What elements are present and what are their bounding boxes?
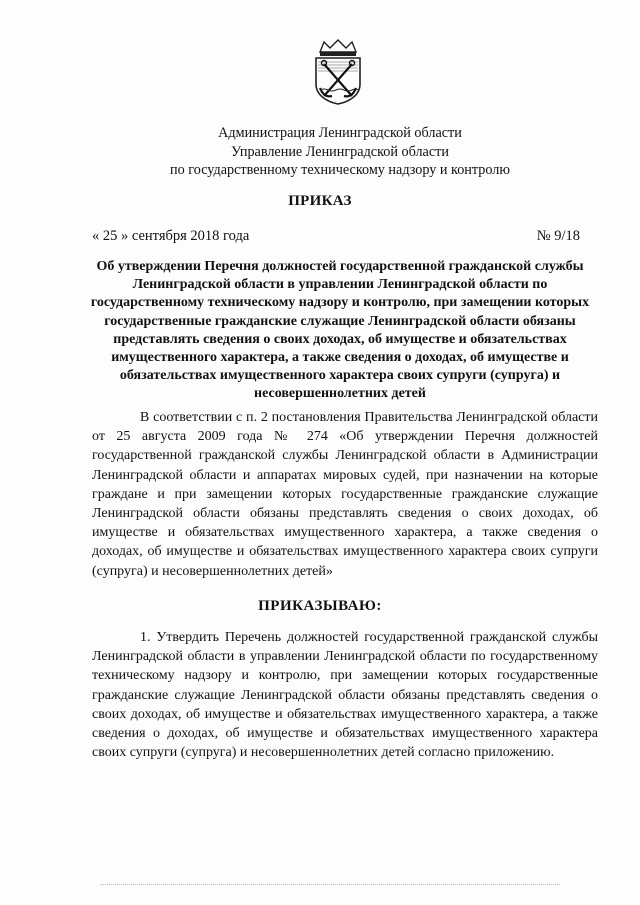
header-line-2: Управление Ленинградской области: [231, 143, 449, 160]
orders-heading: ПРИКАЗЫВАЮ:: [258, 598, 382, 614]
organization-header: [80, 124, 600, 180]
header-line-3: по государственному техническому надзору и контролю: [170, 162, 510, 178]
preamble-paragraph: В соответствии с п. 2 постановления Правительства Ленинградской области от 25 августа 2009 года № 274 «Об утверждении Перечня должностей государственной гражданской службы Ленинградской области в Администрации Ленинградской области и аппаратах мировых судей, при назначении на которые граждане и при замещении которых государственные гражданские служащие Ленинградской области обязаны представлять сведения о своих доходах, об имуществе и обязательствах имущественного характера, а также сведения о доходах, об имуществе и обязательствах имущественного характера своих супруги (супруга) и несовершеннолетних детей»: [92, 410, 598, 579]
coat-of-arms-icon: [310, 38, 366, 106]
header-line-1: Администрация Ленинградской области: [218, 125, 462, 141]
document-subject: Об утверждении Перечня должностей государственной гражданской службы Ленинградской области в управлении Ленинградской области по государственному техническому надзору и контролю, при замещении которых государственные гражданские служащие Ленинградской области обязаны представлять сведения о своих доходах, об имуществе и обязательствах имущественного характера, а также сведения о доходах, об имуществе и обязательствах имущественного характера своих супруги (супруга) и несовершеннолетних детей: [90, 259, 590, 402]
page-bottom-divider: [100, 884, 560, 885]
order-item-1: 1. Утвердить Перечень должностей государственной гражданской службы Ленинградской области в управлении Ленинградской области по государственному техническому надзору и контролю, при замещении которых государственные гражданские служащие Ленинградской области обязаны представлять сведения о своих доходах, об имуществе и обязательствах имущественного характера, а также сведения о доходах, об имуществе и обязательствах имущественного характера своих супруги (супруга) и несовершеннолетних детей согласно приложению.: [92, 630, 598, 761]
document-number: № 9/18: [536, 228, 580, 244]
document-type-title: ПРИКАЗ: [288, 193, 352, 209]
document-date: « 25 » сентября 2018 года: [92, 228, 250, 244]
